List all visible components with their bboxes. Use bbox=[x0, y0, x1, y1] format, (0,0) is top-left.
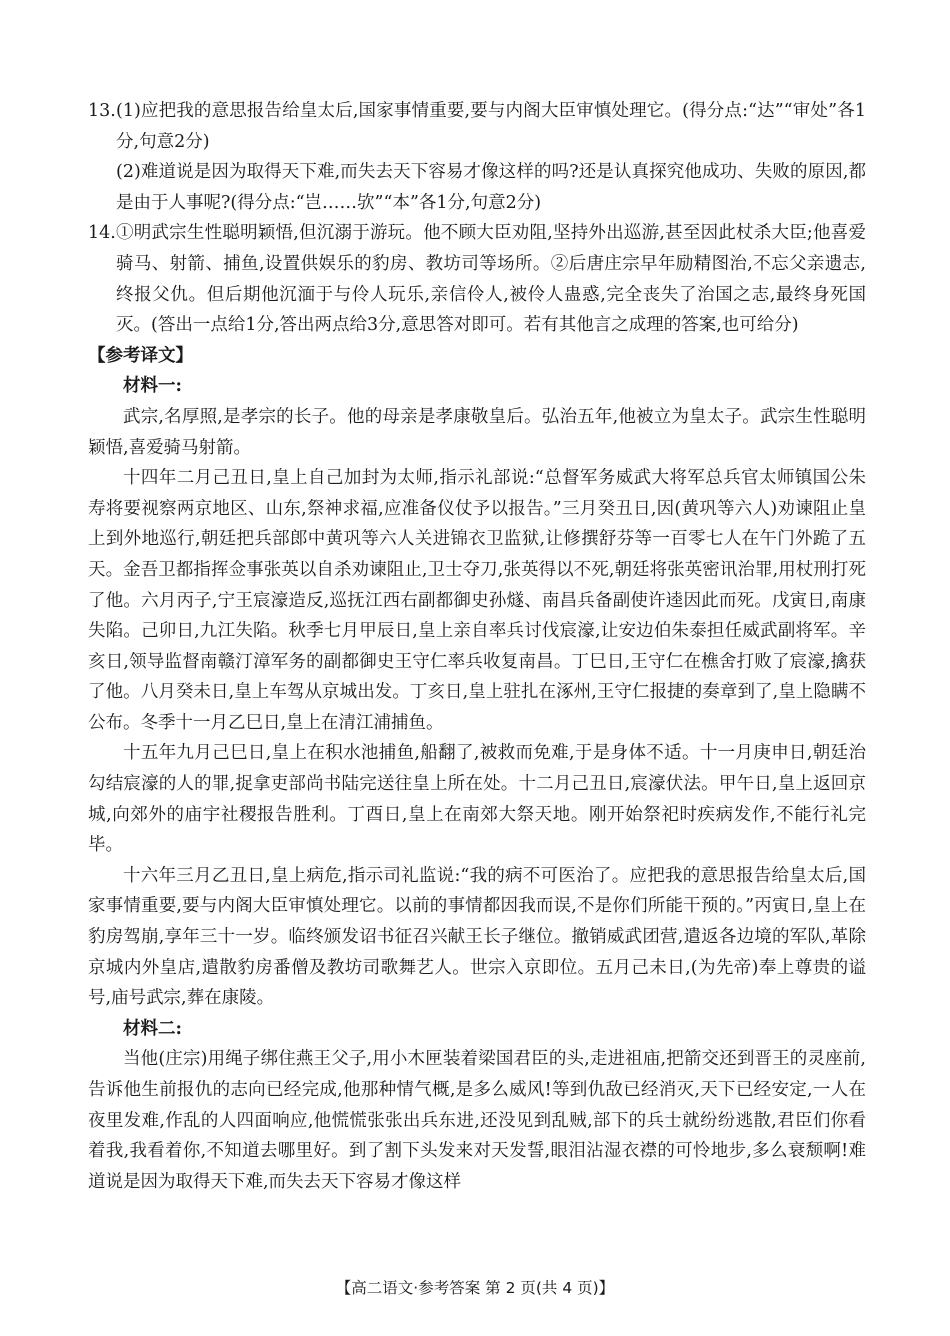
question-13-part-1: (1)应把我的意思报告给皇太后,国家事情重要,要与内阁大臣审慎处理它。(得分点:“达”“审处”各1分,句意2分) bbox=[116, 101, 866, 152]
question-13 bbox=[88, 96, 866, 218]
material-1-paragraph-4: 十六年三月乙丑日,皇上病危,指示司礼监说:“我的病不可医治了。应把我的意思报告给皇太后,国家事情重要,要与内阁大臣审慎处理它。以前的事情都因我而误,不是你们所能干预的。”丙寅日,皇上在豹房驾崩,享年三十一岁。临终颁发诏书征召兴献王长子继位。撤销威武团营,遣返各边境的军队,革除京城内外皇店,遣散豹房番僧及教坊司歌舞艺人。世宗入京即位。五月己未日,(为先帝)奉上尊贵的谥号,庙号武宗,葬在康陵。 bbox=[88, 865, 866, 1009]
question-14-number: 14. bbox=[88, 223, 116, 244]
question-13-part-2: (2)难道说是因为取得天下难,而失去天下容易才像这样的吗?还是认真探究他成功、失败的原因,都是由于人事呢?(得分点:“岂……欤”“本”各1分,句意2分) bbox=[116, 162, 866, 213]
material-1-label: 材料一: bbox=[123, 376, 182, 397]
material-1-paragraph-2: 十四年二月己丑日,皇上自己加封为太师,指示礼部说:“总督军务威武大将军总兵官太师镇国公朱寿将要视察两京地区、山东,祭神求福,应准备仪仗予以报告。”三月癸丑日,因(黄巩等六人)劝谏阻止皇上到外地巡行,朝廷把兵部郎中黄巩等六人关进锦衣卫监狱,让修撰舒芬等一百零七人在午门外跪了五天。金吾卫都指挥佥事张英以自杀劝谏阻止,卫士夺刀,张英得以不死,朝廷将张英密讯治罪,用杖刑打死了他。六月丙子,宁王宸濠造反,巡抚江西右副都御史孙燧、南昌兵备副使许逵因此而死。戊寅日,南康失陷。己卯日,九江失陷。秋季七月甲辰日,皇上亲自率兵讨伐宸濠,让安边伯朱泰担任威武副将军。辛亥日,领导监督南赣汀漳军务的副都御史王守仁率兵收复南昌。丁巳日,王守仁在樵舍打败了宸濠,擒获了他。八月癸未日,皇上车驾从京城出发。丁亥日,皇上驻扎在涿州,王守仁报捷的奏章到了,皇上隐瞒不公布。冬季十一月乙巳日,皇上在清江浦捕鱼。 bbox=[88, 468, 866, 733]
translation-heading: 【参考译文】 bbox=[88, 345, 193, 366]
material-1-paragraph-3: 十五年九月己巳日,皇上在积水池捕鱼,船翻了,被救而免难,于是身体不适。十一月庚申日,朝廷治勾结宸濠的人的罪,捉拿吏部尚书陆完送往皇上所在处。十二月己丑日,宸濠伏法。甲午日,皇上返回京城,向郊外的庙宇社稷报告胜利。丁酉日,皇上在南郊大祭天地。刚开始祭祀时疾病发作,不能行礼完毕。 bbox=[88, 743, 866, 856]
question-14 bbox=[88, 218, 866, 340]
question-13-number: 13. bbox=[88, 101, 116, 121]
page-content bbox=[88, 96, 866, 1197]
question-14-text: ①明武宗生性聪明颖悟,但沉溺于游玩。他不顾大臣劝阻,坚持外出巡游,甚至因此杖杀大臣;他喜爱骑马、射箭、捕鱼,设置供娱乐的豹房、教坊司等场所。②后唐庄宗早年励精图治,不忘父亲遗志,终报父仇。但后期他沉湎于与伶人玩乐,亲信伶人,被伶人蛊惑,完全丧失了治国之志,最终身死国灭。(答出一点给1分,答出两点给3分,意思答对即可。若有其他言之成理的答案,也可给分) bbox=[116, 223, 866, 336]
material-1-paragraph-1: 武宗,名厚照,是孝宗的长子。他的母亲是孝康敬皇后。弘治五年,他被立为皇太子。武宗生性聪明颖悟,喜爱骑马射箭。 bbox=[88, 406, 866, 458]
material-2-label: 材料二: bbox=[123, 1018, 182, 1039]
material-2-paragraph-1: 当他(庄宗)用绳子绑住燕王父子,用小木匣装着梁国君臣的头,走进祖庙,把箭交还到晋王的灵座前,告诉他生前报仇的志向已经完成,他那种情气概,是多么威风!等到仇敌已经消灭,天下已经安定,一人在夜里发难,作乱的人四面响应,他慌慌张张出兵东进,还没见到乱贼,部下的兵士就纷纷逃散,君臣们你看着我,我看着你,不知道去哪里好。到了割下头发来对天发誓,眼泪沾湿衣襟的可怜地步,多么衰颓啊!难道说是因为取得天下难,而失去天下容易才像这样 bbox=[88, 1049, 866, 1192]
question-14-body bbox=[116, 218, 866, 340]
page-footer: 【高二语文·参考答案 第 2 页(共 4 页)】 bbox=[335, 1279, 615, 1297]
question-13-body bbox=[116, 96, 866, 218]
